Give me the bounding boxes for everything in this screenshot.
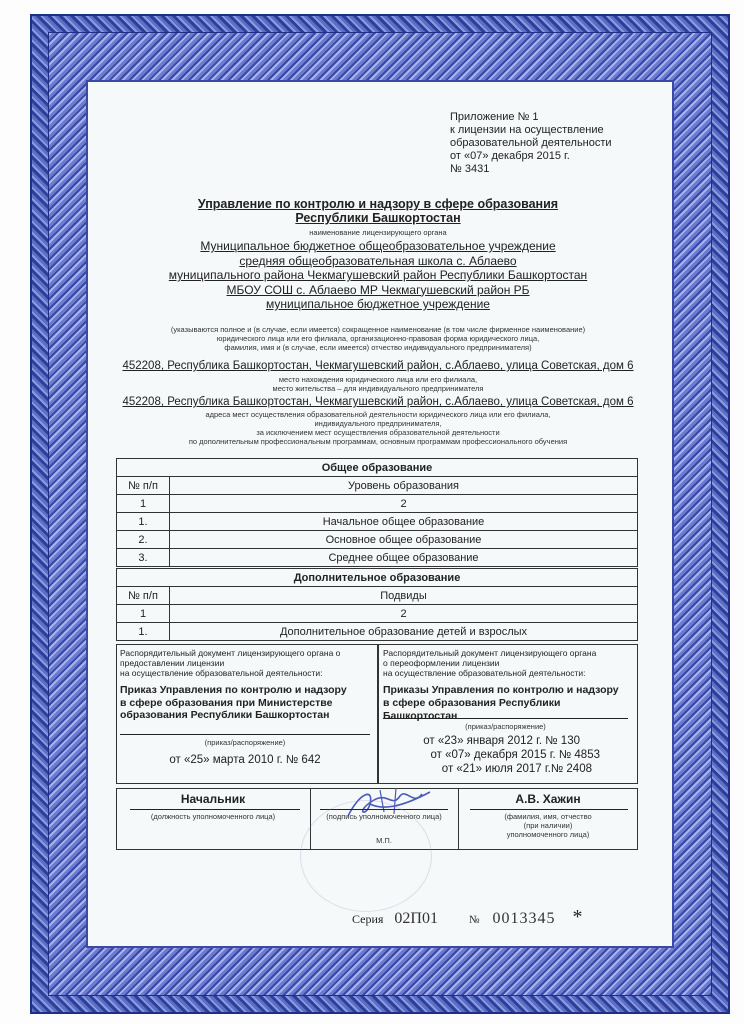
organization-line-3: муниципального района Чекмагушевский район Республики Башкортостан xyxy=(168,268,588,282)
reissue-order-date-2: от «07» декабря 2015 г. № 4853 xyxy=(430,749,600,761)
activity-address xyxy=(110,396,646,409)
legal-address xyxy=(110,360,646,373)
reissue-order-date-3: от «21» июля 2017 г.№ 2408 xyxy=(441,763,592,775)
faint-seal xyxy=(300,800,432,912)
activity-address-caption-3: за исключением мест осуществления образовательной деятельности xyxy=(256,428,500,437)
legal-address-value: 452208, Республика Башкортостан, Чекмагушевский район, с.Аблаево, улица Советская, дом 6 xyxy=(122,360,634,372)
official-name: А.В. Хажин xyxy=(515,792,581,806)
official-position: Начальник xyxy=(180,792,246,806)
reissue-order-rule xyxy=(383,718,628,719)
row-number: 2. xyxy=(117,531,170,549)
organization-line-2: средняя общеобразовательная школа с. Аблаево xyxy=(239,253,517,268)
legal-address-caption-2: место жительства – для индивидуального предпринимателя xyxy=(272,384,484,393)
row-number: 3. xyxy=(117,549,170,567)
authority-caption: наименование лицензирующего органа xyxy=(309,228,447,237)
number-value: 0013345 xyxy=(492,910,556,927)
table-row xyxy=(117,531,638,549)
signatures-divider-2 xyxy=(458,788,459,850)
issuance-order-rule xyxy=(120,734,370,735)
additional-education-title: Дополнительное образование xyxy=(117,569,638,587)
authority-line-2: Республики Башкортостан xyxy=(295,211,461,225)
position-caption: (должность уполномоченного лица) xyxy=(150,812,276,821)
reissue-order-dates xyxy=(420,734,630,776)
reissue-order-line-2: о переоформлении лицензии xyxy=(383,658,500,668)
appendix-line-4: от «07» декабря 2015 г. xyxy=(450,150,570,162)
authority-line-1: Управление по контролю и надзору в сфере образования xyxy=(197,197,559,211)
number-label: № xyxy=(468,914,480,926)
reissue-order-text xyxy=(383,648,635,678)
reissue-order-line-1: Распорядительный документ лицензирующего органа xyxy=(383,648,597,658)
seal-mark: М.П. xyxy=(376,836,392,845)
additional-education-col-subtype: Подвиды xyxy=(170,587,638,605)
series-value: 02П01 xyxy=(394,910,438,927)
star-mark: * xyxy=(572,906,583,928)
reissue-order-title-2: в сфере образования Республики Башкортостан xyxy=(383,697,561,722)
issuance-order-line-3: на осуществление образовательной деятельности: xyxy=(120,668,323,678)
activity-address-caption-2: индивидуального предпринимателя, xyxy=(314,419,442,428)
organization-name xyxy=(110,239,646,312)
issuance-order-line-2: предоставлении лицензии xyxy=(120,658,225,668)
table-row xyxy=(117,623,638,641)
appendix-line-1: Приложение № 1 xyxy=(450,111,539,123)
position-rule xyxy=(130,809,300,810)
appendix-block xyxy=(450,111,650,176)
issuance-order-line-1: Распорядительный документ лицензирующего органа о xyxy=(120,648,341,658)
additional-education-table xyxy=(116,568,638,641)
name-caption-3: уполномоченного лица) xyxy=(506,830,590,839)
row-name: Основное общее образование xyxy=(170,531,638,549)
row-name: Дополнительное образование детей и взрослых xyxy=(170,623,638,641)
additional-education-colnum-1: 1 xyxy=(117,605,170,623)
issuance-order-text xyxy=(120,648,375,678)
name-rule xyxy=(470,809,628,810)
name-caption xyxy=(462,812,634,839)
general-education-colnum-2: 2 xyxy=(170,495,638,513)
row-name: Начальное общее образование xyxy=(170,513,638,531)
appendix-line-2: к лицензии на осуществление xyxy=(450,124,604,136)
activity-address-caption-1: адреса мест осуществления образовательной деятельности юридического лица или его филиала, xyxy=(205,410,551,419)
row-number: 1. xyxy=(117,623,170,641)
table-row xyxy=(117,549,638,567)
reissue-order-date-1: от «23» января 2012 г. № 130 xyxy=(423,735,580,747)
row-name: Среднее общее образование xyxy=(170,549,638,567)
general-education-col-number: № п/п xyxy=(117,477,170,495)
organization-caption-3: фамилия, имя и (в случае, если имеется) отчество индивидуального предпринимателя) xyxy=(224,343,532,352)
issuance-order-date: от «25» марта 2010 г. № 642 xyxy=(169,754,321,766)
organization-caption-2: юридического лица или его филиала, организационно-правовая форма юридического лица, xyxy=(216,334,540,343)
additional-education-colnum-2: 2 xyxy=(170,605,638,623)
general-education-table xyxy=(116,458,638,567)
issuance-order-title-2: в сфере образования при Министерстве xyxy=(120,696,333,709)
legal-address-caption-1: место нахождения юридического лица или его филиала, xyxy=(278,375,478,384)
signature-caption: (подпись уполномоченного лица) xyxy=(326,812,442,821)
issuance-order-title-3: образования Республики Башкортостан xyxy=(120,709,330,721)
legal-address-caption xyxy=(110,375,646,393)
additional-education-col-number: № п/п xyxy=(117,587,170,605)
general-education-title: Общее образование xyxy=(117,459,638,477)
appendix-line-3: образовательной деятельности xyxy=(450,137,612,149)
reissue-order-title-1: Приказы Управления по контролю и надзору xyxy=(383,684,619,696)
issuance-order-caption: (приказ/распоряжение) xyxy=(204,738,286,747)
name-caption-1: (фамилия, имя, отчество xyxy=(504,812,592,821)
general-education-col-level: Уровень образования xyxy=(170,477,638,495)
table-row xyxy=(117,513,638,531)
organization-caption-1: (указываются полное и (в случае, если имеется) сокращенное наименование (в том числе фирменное наименование) xyxy=(170,325,586,334)
reissue-order-caption: (приказ/распоряжение) xyxy=(465,722,546,731)
general-education-colnum-1: 1 xyxy=(117,495,170,513)
activity-address-caption xyxy=(110,410,646,446)
name-caption-2: (при наличии) xyxy=(523,821,573,830)
series-label: Серия xyxy=(352,912,384,926)
appendix-line-5: № 3431 xyxy=(450,163,490,175)
row-number: 1. xyxy=(117,513,170,531)
serial-line xyxy=(352,906,652,929)
organization-line-5: муниципальное бюджетное учреждение xyxy=(266,297,490,311)
activity-address-value: 452208, Республика Башкортостан, Чекмагушевский район, с.Аблаево, улица Советская, дом 6 xyxy=(122,396,634,408)
organization-line-4: МБОУ СОШ с. Аблаево МР Чекмагушевский район РБ xyxy=(226,282,530,297)
activity-address-caption-4: по дополнительным профессиональным программам, основным программам профессионального обучения xyxy=(188,437,568,446)
organization-line-1: Муниципальное бюджетное общеобразовательное учреждение xyxy=(200,239,556,253)
reissue-order-line-3: на осуществление образовательной деятельности: xyxy=(383,668,586,678)
issuance-order-title xyxy=(120,684,375,722)
organization-caption xyxy=(110,325,646,352)
authority-name xyxy=(110,197,646,225)
issuance-order-title-1: Приказ Управления по контролю и надзору xyxy=(120,684,347,696)
